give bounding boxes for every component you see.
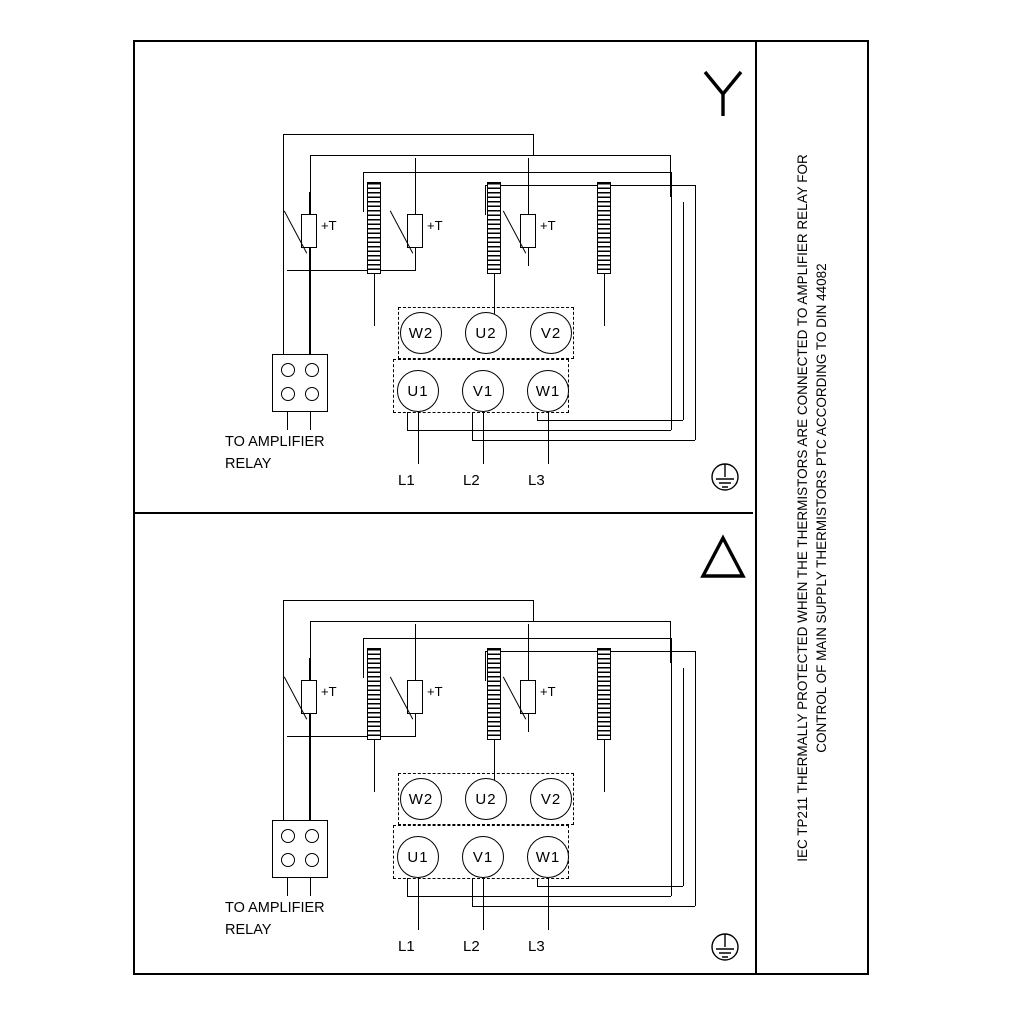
lead-l1 [418,878,419,930]
bus-return-3 [537,886,683,887]
ptc-1-top-wire [309,192,310,216]
terminal-u2[interactable]: U2 [465,778,507,820]
wire-top-e [485,651,695,652]
coil-3 [597,648,611,740]
star-wye-symbol [695,64,751,120]
terminal-v2[interactable]: V2 [530,778,572,820]
phase-label-l1: L1 [398,938,415,955]
wire-right-e [695,651,696,906]
connector-lead-2 [310,412,311,430]
amplifier-label-line1: TO AMPLIFIER [225,900,325,916]
delta-triangle-symbol [695,530,751,586]
wire-right-e [695,185,696,440]
amplifier-label-line1: TO AMPLIFIER [225,434,325,450]
bus-return-2 [472,906,695,907]
coil-3-lead [604,274,605,326]
ptc-1-bottom-wire [309,248,310,358]
coil-2 [487,182,501,274]
bus-return-3 [537,420,683,421]
thermistor-3 [520,680,536,714]
connector-hole-2 [305,829,319,843]
bus-return-1 [407,430,671,431]
phase-label-l2: L2 [463,472,480,489]
coil-1 [367,182,381,274]
ptc-1-top-wire [309,658,310,682]
bus-return-2 [472,440,695,441]
bus-stub-2 [472,412,473,440]
wire-top-a [283,134,533,135]
ptc-3-top-wire [528,158,529,216]
terminal-w2[interactable]: W2 [400,778,442,820]
lead-l2 [483,878,484,930]
connector-hole-2 [305,363,319,377]
wire-right-d [671,638,672,896]
connector-lead-1 [287,878,288,896]
wire-drop-d [363,638,364,678]
ptc-3-bottom-wire [528,714,529,732]
amplifier-connector[interactable] [272,354,328,412]
lead-l2 [483,412,484,464]
wire-top-c [380,621,670,622]
thermistor-2 [407,680,423,714]
bus-right-riser [683,202,684,420]
ptc-2-return [287,736,416,737]
bus-return-1 [407,896,671,897]
wire-right-d [671,172,672,430]
wire-drop-e [485,185,486,215]
thermistor-2 [407,214,423,248]
wire-drop-d [363,172,364,212]
amplifier-label-line2: RELAY [225,922,272,938]
terminal-u2[interactable]: U2 [465,312,507,354]
connector-hole-1 [281,363,295,377]
coil-1-lead [374,740,375,792]
thermistor-1 [301,214,317,248]
terminal-w1[interactable]: W1 [527,370,569,412]
bus-stub-3 [537,412,538,420]
wire-top-d [363,172,671,173]
panel-star [135,42,755,512]
ptc-3-bottom-wire [528,248,529,266]
thermistor-1 [301,680,317,714]
coil-3-lead [604,740,605,792]
terminal-v1[interactable]: V1 [462,836,504,878]
terminal-v1[interactable]: V1 [462,370,504,412]
thermistor-2-label: +T [427,684,443,699]
bus-stub-2 [472,878,473,906]
bus-stub-3 [537,878,538,886]
ptc-2-return [287,270,416,271]
earth-ground-icon [705,930,745,964]
coil-2 [487,648,501,740]
lead-l1 [418,412,419,464]
wire-top-c [380,155,670,156]
ptc-2-top-wire [415,624,416,682]
thermistor-3-label: +T [540,684,556,699]
wire-drop-a [533,134,534,156]
connector-hole-4 [305,853,319,867]
panel-delta [135,512,755,977]
phase-label-l3: L3 [528,472,545,489]
phase-label-l2: L2 [463,938,480,955]
terminal-w1[interactable]: W1 [527,836,569,878]
thermistor-2-label: +T [427,218,443,233]
ptc-1-bottom-wire [309,714,310,824]
terminal-u1[interactable]: U1 [397,836,439,878]
wire-top-a [283,600,533,601]
thermistor-1-label: +T [321,684,337,699]
terminal-v2[interactable]: V2 [530,312,572,354]
connector-hole-4 [305,387,319,401]
wire-drop-e [485,651,486,681]
connector-hole-3 [281,387,295,401]
terminal-w2[interactable]: W2 [400,312,442,354]
coil-1 [367,648,381,740]
connector-hole-1 [281,829,295,843]
coil-1-lead [374,274,375,326]
thermistor-3 [520,214,536,248]
note-column [755,42,869,973]
connector-lead-1 [287,412,288,430]
ptc-3-top-wire [528,624,529,682]
bus-stub-1 [407,412,408,430]
phase-label-l1: L1 [398,472,415,489]
wire-drop-a [533,600,534,622]
phase-label-l3: L3 [528,938,545,955]
earth-ground-icon [705,460,745,494]
ptc-2-bottom-wire [415,248,416,270]
amplifier-label-line2: RELAY [225,456,272,472]
connector-hole-3 [281,853,295,867]
wire-top-e [485,185,695,186]
ptc-2-bottom-wire [415,714,416,736]
bus-stub-1 [407,878,408,896]
terminal-u1[interactable]: U1 [397,370,439,412]
wire-top-d [363,638,671,639]
thermal-protection-note: IEC TP211 THERMALLY PROTECTED WHEN THE THERMISTORS ARE CONNECTED TO AMPLIFIER RELAY FOR CONTROL OF MAIN SUPPLY THERMISTORS PTC ACCORDING TO DIN 44082 [795,153,829,862]
coil-3 [597,182,611,274]
diagram-sheet [133,40,869,975]
connector-lead-2 [310,878,311,896]
ptc-2-top-wire [415,158,416,216]
bus-right-riser [683,668,684,886]
thermistor-1-label: +T [321,218,337,233]
thermistor-3-label: +T [540,218,556,233]
amplifier-connector[interactable] [272,820,328,878]
